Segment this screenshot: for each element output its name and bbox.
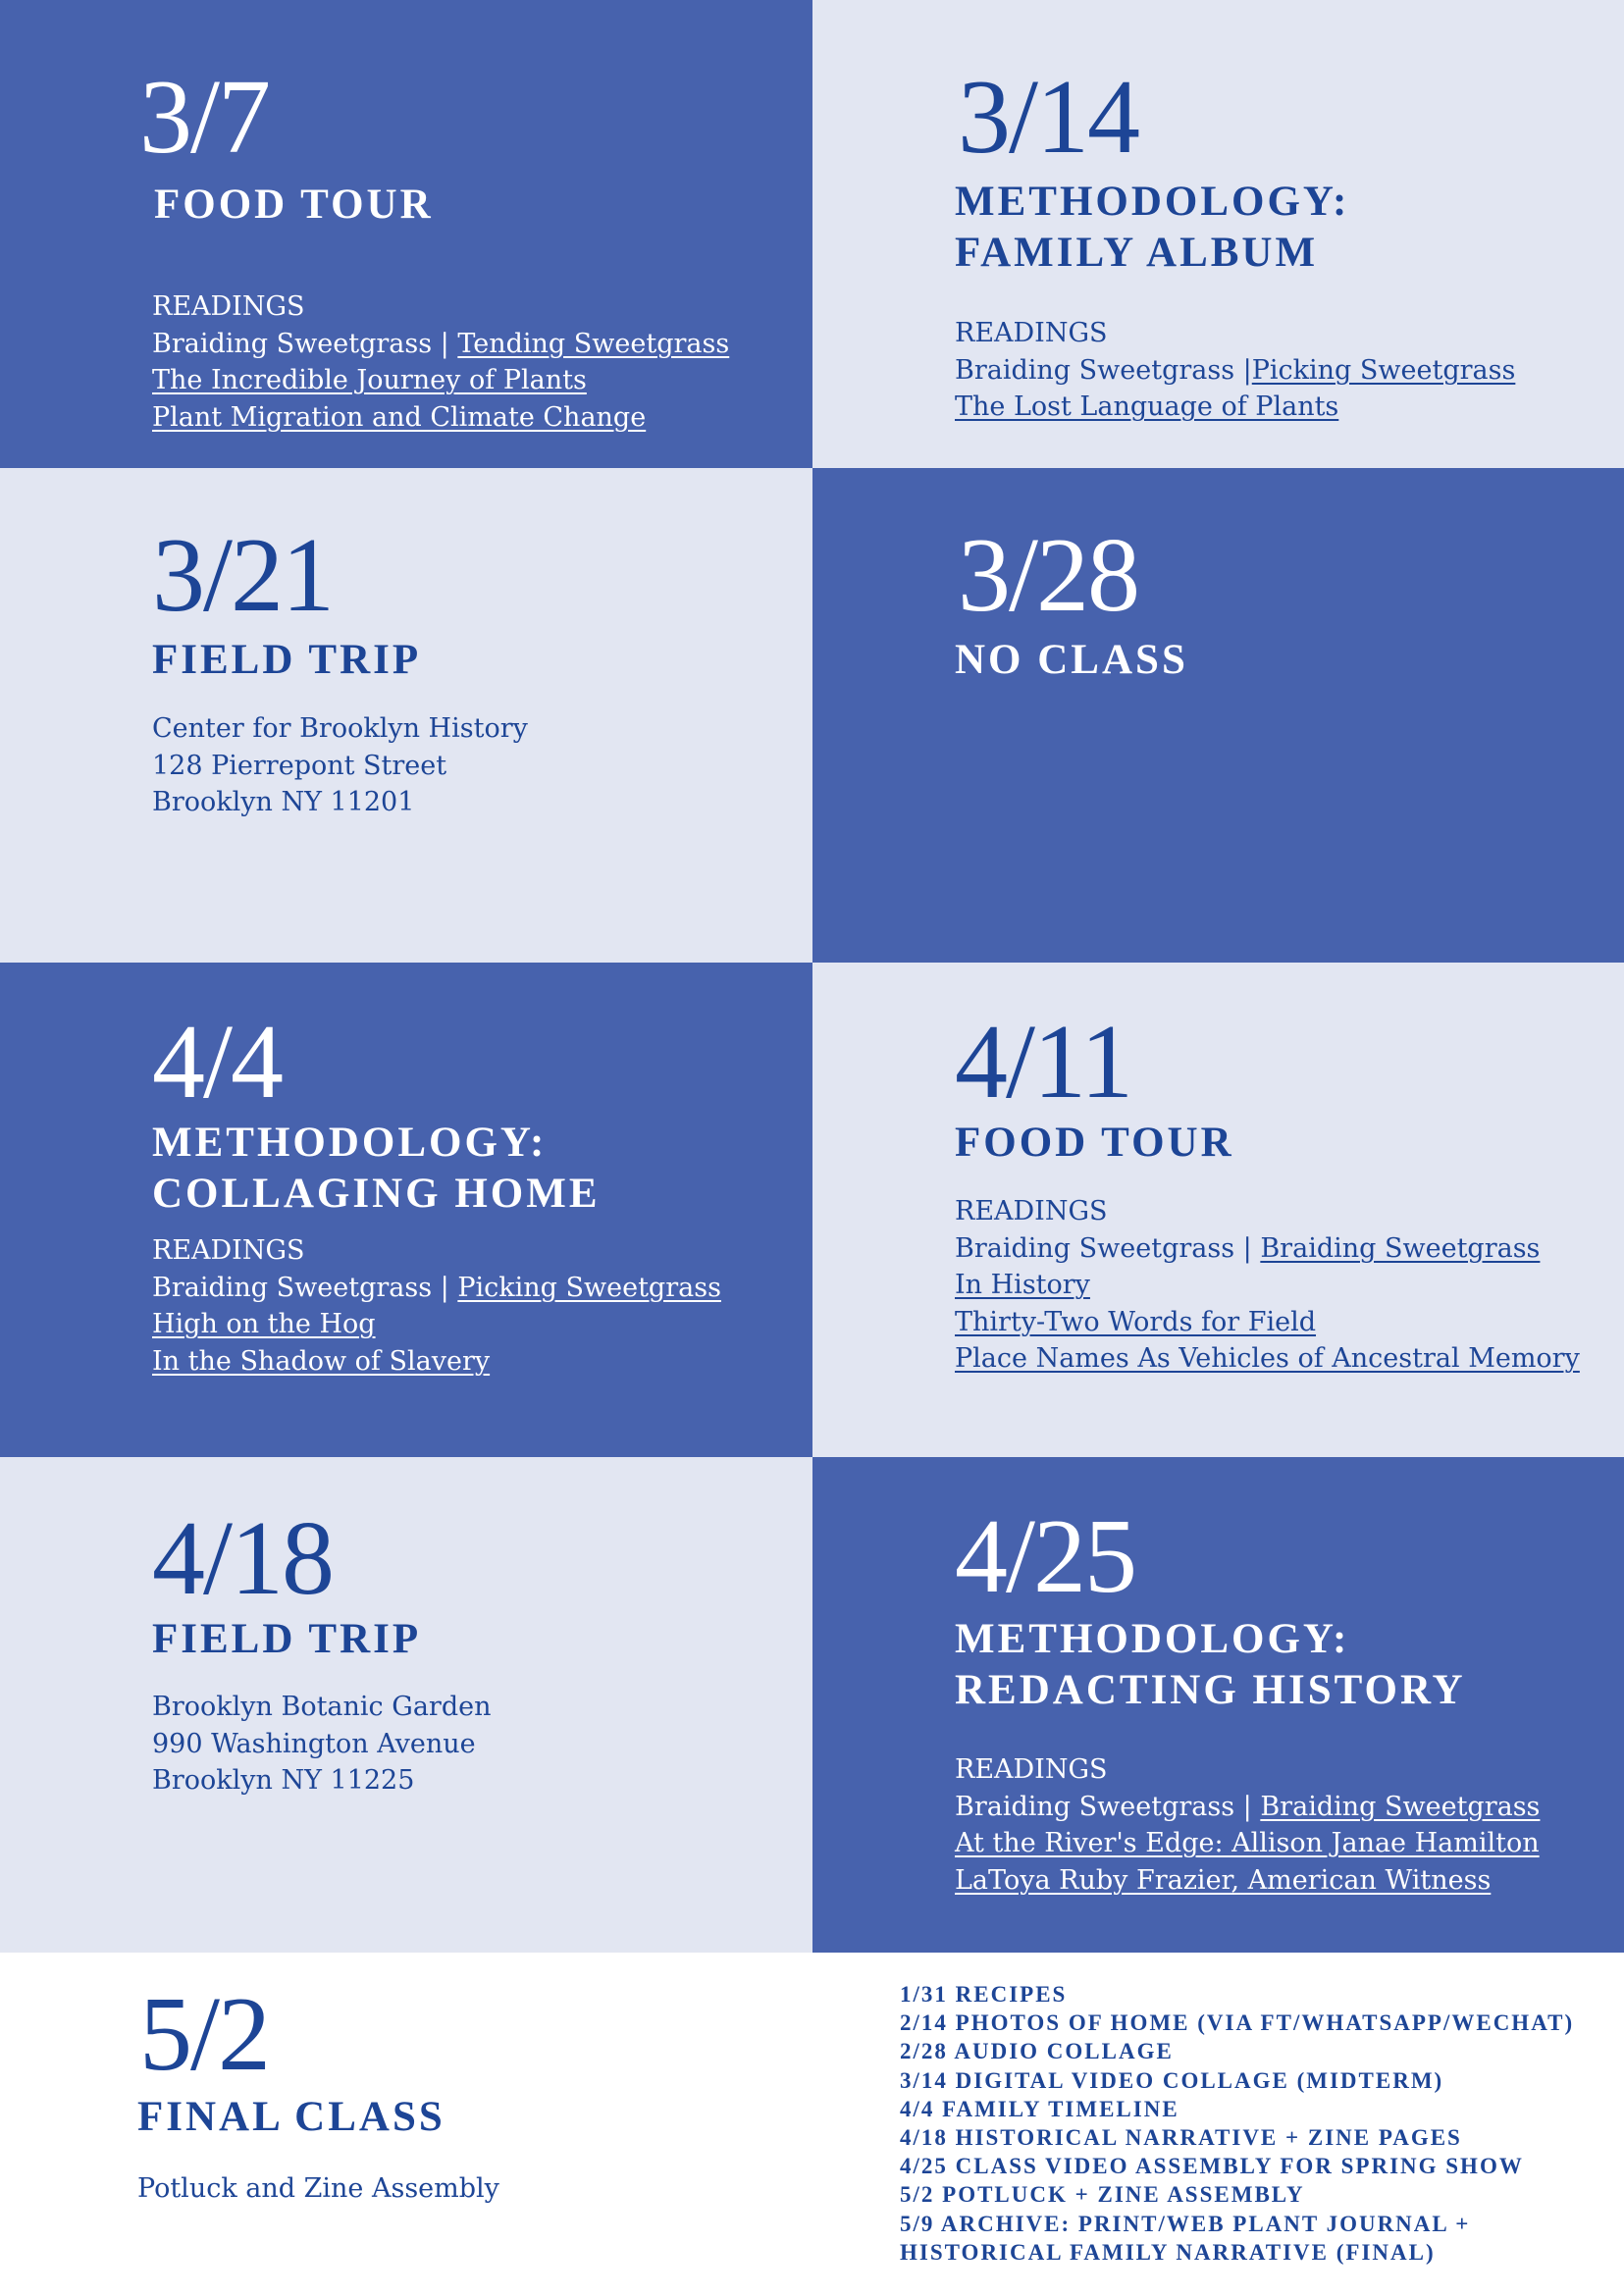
reading-line: Braiding Sweetgrass | Picking Sweetgrass <box>152 1272 721 1303</box>
week-date: 4/4 <box>152 1004 283 1121</box>
reading-link[interactable]: Braiding Sweetgrass <box>1260 1232 1541 1264</box>
week-date: 3/7 <box>139 59 270 176</box>
reading-link[interactable]: Tending Sweetgrass <box>457 328 730 359</box>
week-card-4-4 <box>0 963 812 1457</box>
week-date: 3/28 <box>958 517 1139 634</box>
week-card-5-2 <box>0 1953 812 2296</box>
reading-line <box>152 399 729 437</box>
schedule-item: 1/31 RECIPES <box>900 1982 1068 2007</box>
reading-link[interactable]: The Incredible Journey of Plants <box>152 365 587 395</box>
week-card-3-28 <box>812 468 1624 963</box>
readings-label: READINGS <box>955 1754 1108 1785</box>
schedule-item: HISTORICAL FAMILY NARRATIVE (FINAL) <box>900 2239 1436 2265</box>
week-heading: FINAL CLASS <box>137 2094 445 2140</box>
assignment-schedule-panel <box>812 1953 1624 2296</box>
week-card-3-7 <box>0 0 812 468</box>
reading-line <box>955 1862 1540 1900</box>
week-card-4-25 <box>812 1457 1624 1953</box>
reading-link[interactable]: At the River's Edge: Allison Janae Hamilton <box>955 1828 1540 1858</box>
readings-label: READINGS <box>152 291 305 322</box>
week-date: 3/14 <box>958 59 1139 176</box>
week-date: 3/21 <box>152 517 334 634</box>
reading-link[interactable]: Place Names As Vehicles of Ancestral Memory <box>955 1343 1580 1374</box>
schedule-item: 5/9 ARCHIVE: PRINT/WEB PLANT JOURNAL + <box>900 2211 1471 2236</box>
week-card-4-11 <box>812 963 1624 1457</box>
reading-line: Braiding Sweetgrass |Picking Sweetgrass <box>955 354 1516 386</box>
reading-link[interactable]: LaToya Ruby Frazier, American Witness <box>955 1864 1492 1896</box>
week-heading: FOOD TOUR <box>154 182 434 228</box>
reading-link[interactable]: Picking Sweetgrass <box>1251 354 1516 386</box>
reading-link[interactable]: In History <box>955 1270 1090 1300</box>
reading-line: Braiding Sweetgrass | Braiding Sweetgrass <box>955 1232 1541 1264</box>
schedule-item: 2/28 AUDIO COLLAGE <box>900 2039 1174 2064</box>
reading-link[interactable]: The Lost Language of Plants <box>955 391 1339 422</box>
readings-label: READINGS <box>152 1235 305 1266</box>
reading-line: Braiding Sweetgrass | Tending Sweetgrass <box>152 328 730 359</box>
week-heading: FIELD TRIP <box>152 637 422 683</box>
week-heading: METHODOLOGY: FAMILY ALBUM <box>955 179 1350 276</box>
schedule-item: 4/4 FAMILY TIMELINE <box>900 2096 1179 2121</box>
week-date: 5/2 <box>139 1976 270 2093</box>
reading-line <box>152 1343 721 1381</box>
reading-line <box>955 1304 1580 1341</box>
readings-label: READINGS <box>955 1196 1108 1226</box>
schedule-item: 4/18 HISTORICAL NARRATIVE + ZINE PAGES <box>900 2125 1462 2151</box>
week-card-3-14 <box>812 0 1624 468</box>
reading-link[interactable]: Thirty-Two Words for Field <box>955 1306 1317 1337</box>
week-date: 4/18 <box>152 1500 334 1617</box>
readings-block <box>955 1193 1580 1378</box>
readings-block <box>152 288 729 436</box>
reading-line <box>955 389 1515 426</box>
reading-link[interactable]: In the Shadow of Slavery <box>152 1345 491 1377</box>
address-block: Potluck and Zine Assembly <box>137 2173 499 2204</box>
readings-block <box>152 1232 721 1380</box>
readings-block <box>955 1751 1540 1899</box>
reading-line <box>955 1267 1580 1304</box>
reading-link[interactable]: High on the Hog <box>152 1309 376 1339</box>
readings-block <box>955 315 1515 426</box>
schedule-item: 4/25 CLASS VIDEO ASSEMBLY FOR SPRING SHOW <box>900 2154 1524 2179</box>
reading-line <box>152 1306 721 1343</box>
week-heading: NO CLASS <box>955 637 1188 683</box>
reading-line <box>955 1825 1540 1862</box>
week-card-3-21 <box>0 468 812 963</box>
reading-line: Braiding Sweetgrass | Braiding Sweetgrass <box>955 1791 1541 1822</box>
reading-line <box>955 1340 1580 1378</box>
week-card-4-18 <box>0 1457 812 1953</box>
week-heading: METHODOLOGY: COLLAGING HOME <box>152 1120 601 1217</box>
schedule-item: 2/14 PHOTOS OF HOME (VIA FT/WHATSAPP/WECHAT) <box>900 2010 1575 2036</box>
address-block: Brooklyn Botanic Garden 990 Washington Avenue Brooklyn NY 11225 <box>152 1692 492 1796</box>
week-heading: FIELD TRIP <box>152 1616 422 1662</box>
reading-link[interactable]: Picking Sweetgrass <box>457 1272 721 1303</box>
reading-link[interactable]: Braiding Sweetgrass <box>1260 1791 1541 1822</box>
reading-link[interactable]: Plant Migration and Climate Change <box>152 401 647 433</box>
schedule-item: 5/2 POTLUCK + ZINE ASSEMBLY <box>900 2182 1305 2208</box>
week-heading: FOOD TOUR <box>955 1120 1234 1166</box>
schedule-item: 3/14 DIGITAL VIDEO COLLAGE (MIDTERM) <box>900 2067 1444 2093</box>
week-heading: METHODOLOGY: REDACTING HISTORY <box>955 1616 1466 1713</box>
week-date: 4/11 <box>955 1004 1131 1121</box>
address-block: Center for Brooklyn History 128 Pierrepont Street Brooklyn NY 11201 <box>152 713 528 817</box>
week-date: 4/25 <box>955 1498 1136 1615</box>
assignment-schedule <box>900 1980 1574 2267</box>
readings-label: READINGS <box>955 318 1108 348</box>
reading-line <box>152 362 729 399</box>
